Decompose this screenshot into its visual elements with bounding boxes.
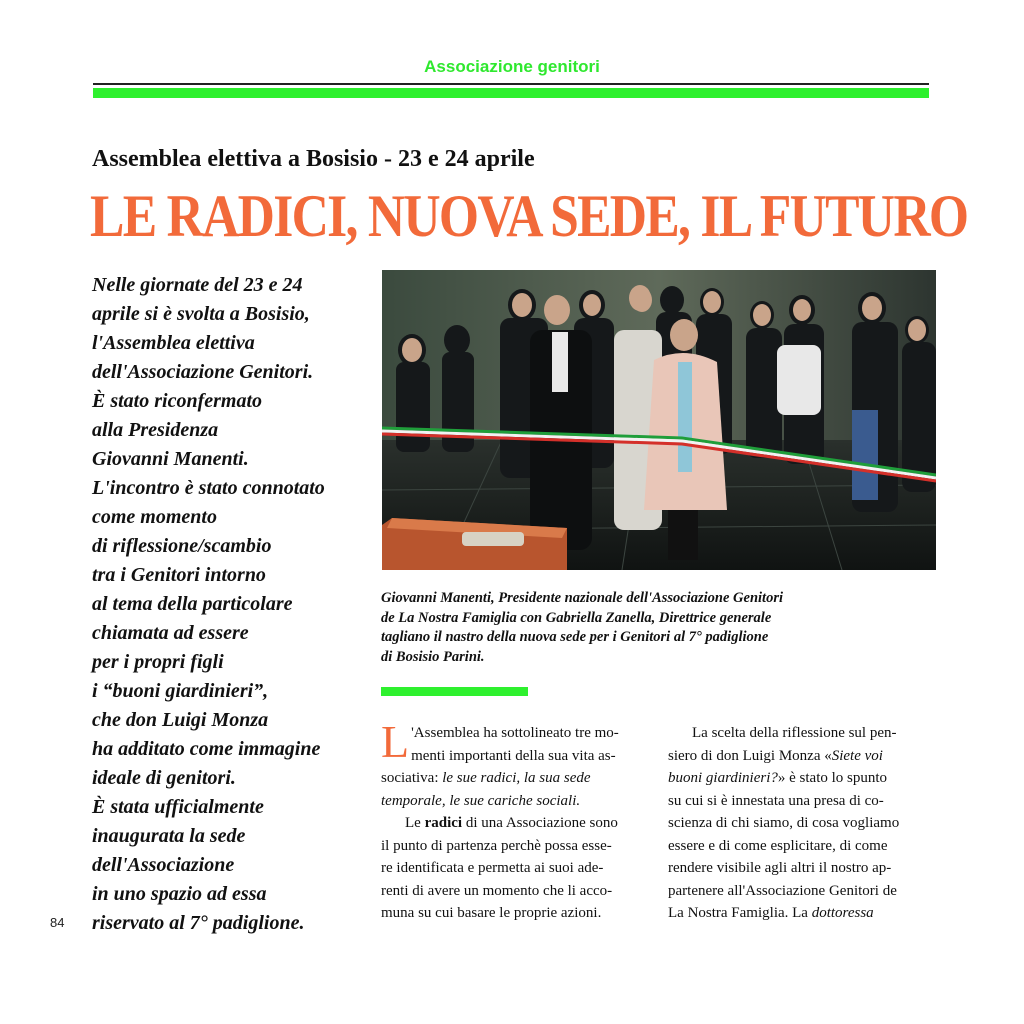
body-line: essere e di come esplicitare, di come [668,837,888,854]
lead-line: aprile si è svolta a Bosisio, [92,303,310,325]
lead-line: ideale di genitori. [92,767,236,789]
body-text: La Nostra Famiglia. La [668,905,812,921]
body-line: muna su cui basare le proprie azioni. [381,905,602,921]
page-number: 84 [50,915,65,930]
body-italic-text: le sue radici, la sua sede [442,770,591,786]
body-line [668,745,936,768]
lead-line: È stata ufficialmente [92,796,264,818]
lead-line: dell'Associazione Genitori. [92,361,314,383]
body-line [668,902,936,925]
lead-line: inaugurata la sede [92,825,246,847]
body-line: il punto di partenza perchè possa esse- [381,837,612,854]
caption-line: de La Nostra Famiglia con Gabriella Zanella, Direttrice generale [381,609,772,626]
lead-line: tra i Genitori intorno [92,564,266,586]
body-line: 'Assemblea ha sottolineato tre mo- [411,725,619,741]
ribbon-cutting-photo [382,270,936,570]
dropcap: L [381,716,410,767]
caption-line: Giovanni Manenti, Presidente nazionale dell'Associazione Genitori [381,590,784,606]
body-text: di una Associazione sono [462,815,618,831]
body-line: partenere all'Associazione Genitori de [668,882,897,899]
lead-line: come momento [92,506,217,528]
body-line: su cui si è innestata una presa di co- [668,792,884,809]
lead-line: Nelle giornate del 23 e 24 [92,274,303,296]
lead-line: i “buoni giardinieri”, [92,680,269,702]
lead-line: ha additato come immagine [92,738,321,760]
body-column-2 [668,722,936,925]
body-line [668,767,936,790]
article-headline: LE RADICI, NUOVA SEDE, IL FUTURO [90,183,968,249]
caption-green-bar [381,687,528,696]
lead-paragraph [92,271,377,938]
body-italic-text: buoni giardinieri? [668,770,778,786]
lead-line: L'incontro è stato connotato [92,477,325,499]
lead-line: riservato al 7° padiglione. [92,912,305,934]
body-text: » è stato lo spunto [777,770,888,786]
lead-line: chiamata ad essere [92,622,249,644]
lead-line: alla Presidenza [92,419,219,441]
body-italic-text: Siete voi [831,747,883,764]
body-line: rendere visibile agli altri il nostro ap- [668,860,892,876]
body-text: siero di don Luigi Monza « [668,747,832,764]
section-label: Associazione genitori [424,57,600,76]
body-line: re identificata e permetta ai suoi ade- [381,860,604,876]
header-green-bar [93,88,929,98]
body-line: renti di avere un momento che li acco- [381,882,613,899]
lead-line: per i propri figli [92,651,224,673]
body-italic-text: dottoressa [811,905,874,921]
body-column-1 [381,716,649,925]
body-line [381,812,649,835]
body-text: Le [405,815,425,831]
lead-line: Giovanni Manenti. [92,448,249,470]
lead-line: che don Luigi Monza [92,709,269,731]
lead-line: È stato riconfermato [92,390,263,412]
body-line: menti importanti della sua vita as- [411,747,616,764]
body-line: temporale, le sue cariche sociali. [381,792,581,809]
header-rule [93,83,929,85]
caption-line: tagliano il nastro della nuova sede per i Genitori al 7° padiglione [381,629,769,645]
photo-caption [381,589,941,667]
lead-line: dell'Associazione [92,854,235,876]
body-line: La scelta della riflessione sul pen- [692,725,897,741]
body-line: scienza di chi siamo, di cosa vogliamo [668,815,900,831]
body-line [381,767,649,790]
lead-line: in uno spazio ad essa [92,883,267,905]
lead-line: l'Assemblea elettiva [92,332,255,354]
body-bold-text: radici [424,815,463,831]
lead-line: di riflessione/scambio [92,535,272,557]
body-text: sociativa: [381,770,443,786]
lead-line: al tema della particolare [92,593,293,615]
article-kicker: Assemblea elettiva a Bosisio - 23 e 24 aprile [92,146,535,172]
caption-line: di Bosisio Parini. [381,648,485,665]
